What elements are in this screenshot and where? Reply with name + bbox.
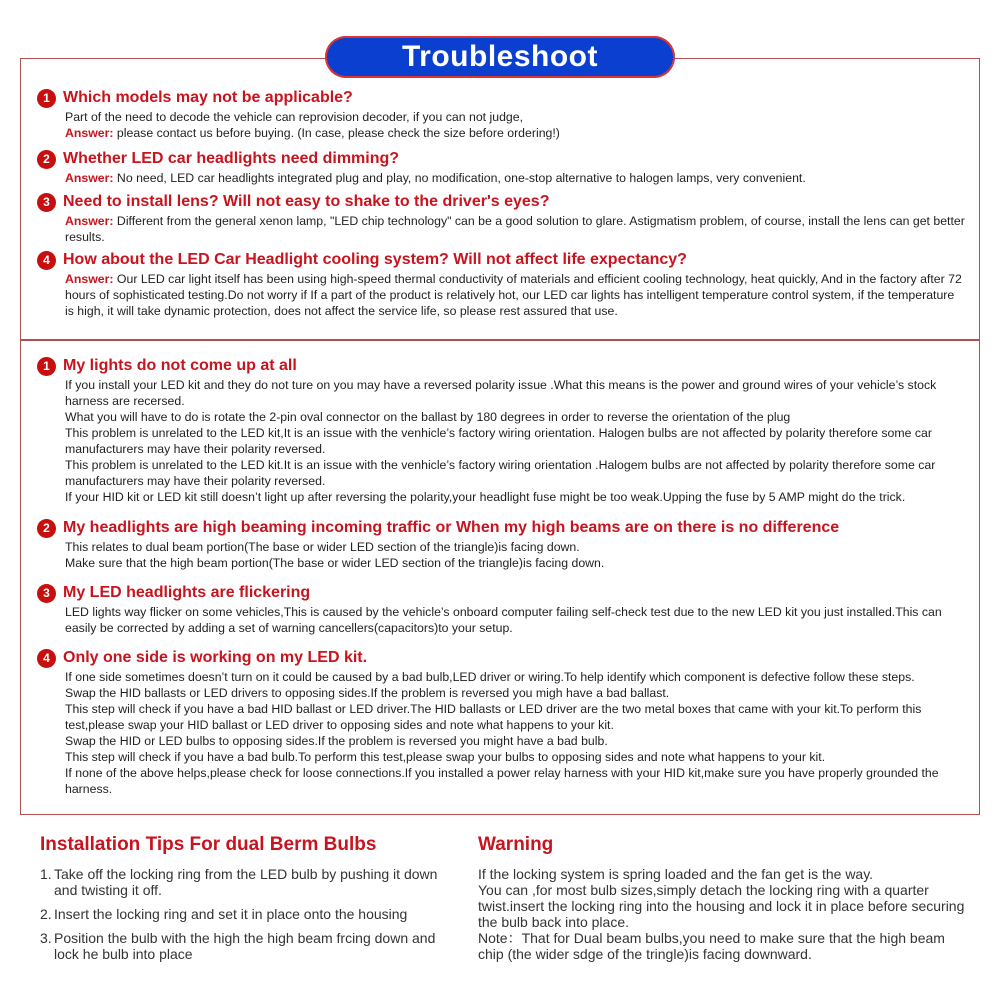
tip-text: Position the bulb with the high the high beam frcing down and lock he bulb into place <box>54 930 436 962</box>
problem-title: My headlights are high beaming incoming traffic or When my high beams are on there is no difference <box>63 519 840 536</box>
warning-title: Warning <box>478 834 554 855</box>
problem-title: Only one side is working on my LED kit. <box>63 649 368 666</box>
warning-text: If the locking system is spring loaded and the fan get is the way. <box>478 866 874 882</box>
tip-text: Take off the locking ring from the LED bulb by pushing it down and twisting it off. <box>54 866 438 898</box>
answer-label: Answer: <box>65 272 114 286</box>
tip-item <box>40 866 450 898</box>
problem-text: Make sure that the high beam portion(The base or wider LED section of the triangle)is facing down. <box>65 556 605 570</box>
faq-question: How about the LED Car Headlight cooling system? Will not affect life expectancy? <box>63 251 687 268</box>
faq-question: Need to install lens? Will not easy to shake to the driver's eyes? <box>63 193 550 210</box>
problem-title: My LED headlights are flickering <box>63 584 311 601</box>
faq-answer <box>65 213 965 245</box>
number-badge: 1 <box>37 357 56 376</box>
number-badge: 2 <box>37 519 56 538</box>
answer-label: Answer: <box>65 214 114 228</box>
answer-label: Answer: <box>65 171 114 185</box>
problem-text: If you install your LED kit and they do not ture on you may have a reversed polarity issue .What this means is the power and ground wires of your vehicle’s stock harness are recersed. <box>65 378 937 408</box>
tip-number: 3. <box>40 930 52 946</box>
faq-question: Which models may not be applicable? <box>63 89 353 106</box>
tip-item <box>40 906 450 922</box>
problem-text: This problem is unrelated to the LED kit,It is an issue with the venhicle’s factory wiring orientation. Halogen bulbs are not affected by polarity therefore some car manufacturers may have their polarity reversed. <box>65 426 932 456</box>
problem-text: If one side sometimes doesn’t turn on it could be caused by a bad bulb,LED driver or wiring.To help identify which component is defective follow these steps. <box>65 670 915 684</box>
installation-tips <box>40 834 450 970</box>
number-badge: 4 <box>37 251 56 270</box>
tips-title: Installation Tips For dual Berm Bulbs <box>40 834 377 855</box>
warning-section <box>478 834 968 962</box>
faq-answer <box>65 271 965 319</box>
problem-text: If none of the above helps,please check for loose connections.If you installed a power relay harness with your HID kit,make sure you have properly grounded the harness. <box>65 766 939 796</box>
page-title: Troubleshoot <box>325 36 675 78</box>
faq-text: Part of the need to decode the vehicle can reprovision decoder, if you can not judge, <box>65 110 524 124</box>
problem-text: This problem is unrelated to the LED kit.It is an issue with the venhicle’s factory wiring orientation .Halogem bulbs are not affected by polarity therefore some car manufacturers may have their polarity reversed. <box>65 458 936 488</box>
problem-item <box>37 517 965 571</box>
problem-item <box>37 582 965 636</box>
answer-label: Answer: <box>65 126 114 140</box>
problem-text: This step will check if you have a bad HID ballast or LED driver.The HID ballasts or LED driver are the two metal boxes that came with your kit.To perform this test,please swap your HID ballast or LED driver to opposing sides and note what happens to your kit. <box>65 702 922 732</box>
faq-answer <box>65 170 965 186</box>
tip-item <box>40 930 450 962</box>
tip-number: 2. <box>40 906 52 922</box>
number-badge: 2 <box>37 150 56 169</box>
faq-item <box>37 249 965 319</box>
problem-item <box>37 647 965 797</box>
problems-section <box>20 340 980 815</box>
problem-text: LED lights way flicker on some vehicles,This is caused by the vehicle’s onboard computer failing self-check test due to the new LED kit you just installed.This can easily be corrected by adding a set of warning cancellers(capacitors)to your setup. <box>65 605 942 635</box>
problem-text: Swap the HID or LED bulbs to opposing sides.If the problem is reversed you might have a bad bulb. <box>65 734 608 748</box>
problem-text: Swap the HID ballasts or LED drivers to opposing sides.If the problem is reversed you migh have a bad ballast. <box>65 686 670 700</box>
faq-item <box>37 87 965 141</box>
answer-text: Different from the general xenon lamp, "LED chip technology" can be a good solution to glare. Astigmatism problem, of course, install the lens can get better results. <box>65 214 965 244</box>
number-badge: 3 <box>37 193 56 212</box>
number-badge: 1 <box>37 89 56 108</box>
problem-title: My lights do not come up at all <box>63 357 297 374</box>
answer-text: No need, LED car headlights integrated plug and play, no modification, one-stop alternative to halogen lamps, very convenient. <box>113 171 806 185</box>
problem-text: This step will check if you have a bad bulb.To perform this test,please swap your bulbs to opposing sides and note what happens to your kit. <box>65 750 826 764</box>
faq-section <box>20 58 980 340</box>
number-badge: 4 <box>37 649 56 668</box>
problem-text: What you will have to do is rotate the 2-pin oval connector on the ballast by 180 degrees in order to reverse the orientation of the plug <box>65 410 791 424</box>
faq-item <box>37 191 965 245</box>
problem-text: This relates to dual beam portion(The base or wider LED section of the triangle)is facing down. <box>65 540 580 554</box>
warning-note: Note：That for Dual beam bulbs,you need to make sure that the high beam chip (the wider sdge of the tringle)is facing downward. <box>478 930 945 962</box>
tip-number: 1. <box>40 866 52 882</box>
tip-text: Insert the locking ring and set it in place onto the housing <box>54 906 408 922</box>
problem-text: If your HID kit or LED kit still doesn’t light up after reversing the polarity,your headlight fuse might be too weak.Upping the fuse by 5 AMP might do the trick. <box>65 490 906 504</box>
answer-text: please contact us before buying. (In case, please check the size before ordering!) <box>113 126 560 140</box>
faq-question: Whether LED car headlights need dimming? <box>63 150 400 167</box>
faq-item <box>37 148 965 186</box>
warning-text: You can ,for most bulb sizes,simply detach the locking ring with a quarter twist.insert the locking ring into the housing and lock it in place before securing the bulb back into place. <box>478 882 965 930</box>
number-badge: 3 <box>37 584 56 603</box>
answer-text: Our LED car light itself has been using high-speed thermal conductivity of materials and efficient cooling technology, heat quickly, And in the factory after 72 hours of sophisticated testing.Do not worry if If a part of the product is relatively hot, our LED car lights has intelligent temperature control system, if the temperature is high, it will take dynamic protection, does not affect the service life, so please rest assured that use. <box>65 272 962 318</box>
problem-item <box>37 355 965 505</box>
faq-answer <box>65 125 965 141</box>
